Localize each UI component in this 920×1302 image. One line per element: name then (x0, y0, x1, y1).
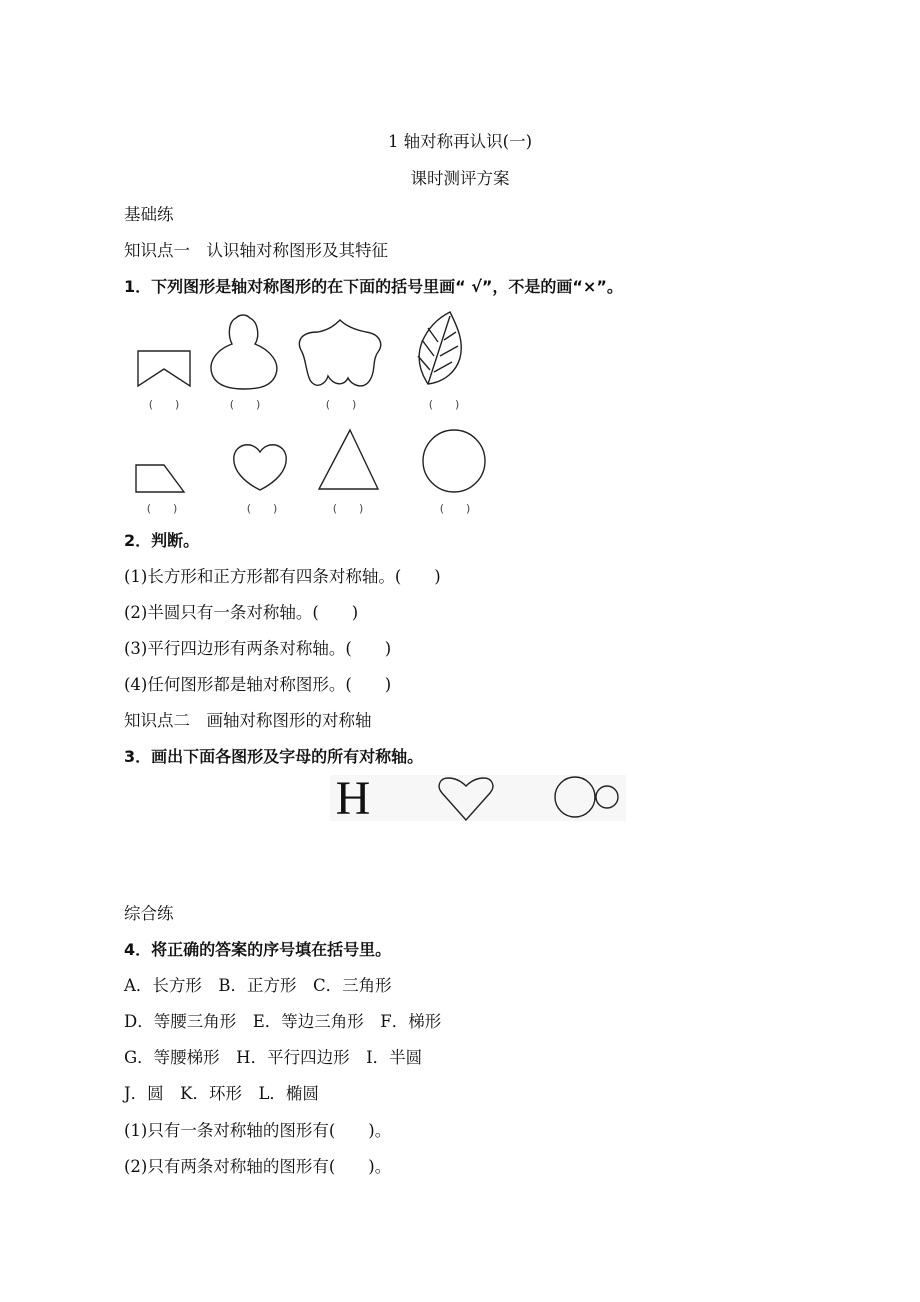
question-2-text: 2．判断。 (124, 531, 200, 550)
leafy-flower-shape (299, 320, 380, 386)
question-2-item-1: (1)长方形和正方形都有四条对称轴。( ) (124, 567, 441, 586)
leaf-vein (418, 316, 458, 384)
answer-paren-6[interactable]: ( ) (246, 502, 278, 515)
answer-paren-8[interactable]: ( ) (439, 502, 471, 515)
heart-shape (234, 445, 286, 490)
question-4-options-4: J．圆 K．环形 L．椭圆 (124, 1084, 319, 1103)
answer-paren-4[interactable]: ( ) (428, 398, 460, 411)
leaf-shape (419, 312, 461, 384)
section-comprehensive-heading: 综合练 (124, 904, 174, 923)
answer-paren-7[interactable]: ( ) (332, 502, 364, 515)
question-2-item-2: (2)半圆只有一条对称轴。( ) (124, 603, 359, 622)
answer-paren-3[interactable]: ( ) (325, 398, 357, 411)
knowledge-point-2-heading: 知识点二 画轴对称图形的对称轴 (124, 711, 372, 730)
knowledge-point-1-heading: 知识点一 认识轴对称图形及其特征 (124, 241, 388, 260)
section-basic-heading: 基础练 (124, 205, 174, 224)
question-4-text: 4．将正确的答案的序号填在括号里。 (124, 940, 392, 959)
question-4-options-1: A．长方形 B．正方形 C．三角形 (124, 976, 392, 995)
answer-paren-1[interactable]: ( ) (148, 398, 180, 411)
page-subtitle: 课时测评方案 (410, 169, 510, 188)
question-2-item-4: (4)任何图形都是轴对称图形。( ) (124, 675, 392, 694)
trapezoid-shape (136, 465, 184, 492)
question-4-options-3: G．等腰梯形 H．平行四边形 I．半圆 (124, 1048, 423, 1067)
question-4-sub-1: (1)只有一条对称轴的图形有( )。 (124, 1121, 392, 1140)
question-2-item-3: (3)平行四边形有两条对称轴。( ) (124, 639, 392, 658)
notched-rectangle-shape (138, 351, 190, 386)
page-title: 1 轴对称再认识(一) (387, 132, 533, 151)
letter-h: H (335, 772, 371, 825)
answer-paren-5[interactable]: ( ) (146, 502, 178, 515)
gourd-shape (211, 315, 277, 389)
question-1-text: 1．下列图形是轴对称图形的在下面的括号里画“ √”，不是的画“×”。 (124, 277, 623, 296)
answer-paren-2[interactable]: ( ) (229, 398, 261, 411)
circle-shape (423, 430, 485, 492)
question-4-options-2: D．等腰三角形 E．等边三角形 F．梯形 (124, 1012, 442, 1031)
question-4-sub-2: (2)只有两条对称轴的图形有( )。 (124, 1157, 392, 1176)
question-3-text: 3．画出下面各图形及字母的所有对称轴。 (124, 747, 424, 766)
triangle-shape (319, 430, 378, 489)
